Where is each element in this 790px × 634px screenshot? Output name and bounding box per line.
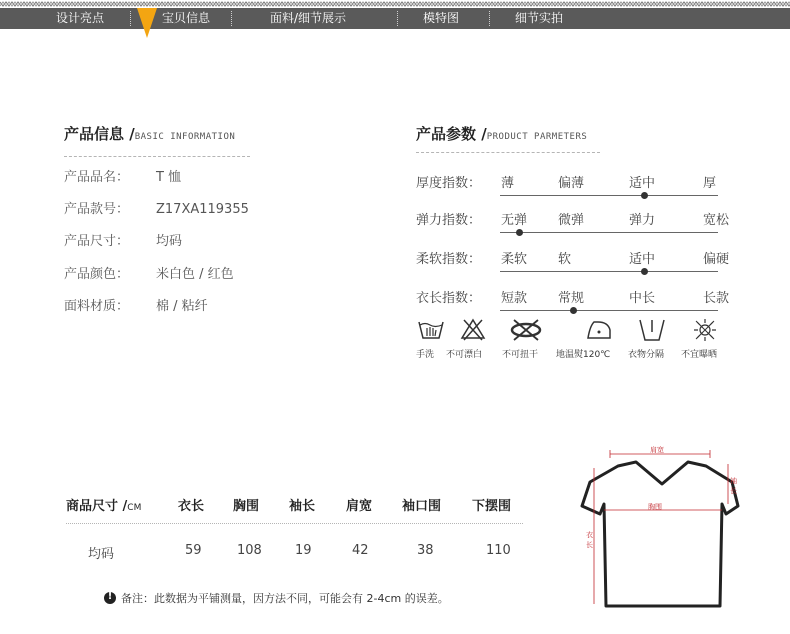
size-table-header: 袖口围 [402,499,442,514]
nav-separator [397,11,398,26]
param-option: 软 [558,252,572,267]
param-option: 微弹 [558,213,585,228]
low-temp-iron-icon [584,316,614,344]
size-table-cell: 108 [237,543,262,558]
info-value: 米白色 / 红色 [156,267,234,282]
size-table-cell: 19 [295,543,312,558]
size-table-cell: 均码 [88,547,115,562]
chest-label: 胸围 [648,503,662,511]
size-table-header: 下摆围 [472,499,512,514]
param-option: 厚 [703,176,717,191]
nav-item-design-highlights[interactable]: 设计亮点 [56,11,105,25]
divider [64,156,250,157]
care-label: 不可扭干 [502,350,539,360]
param-scale-line [500,310,718,311]
size-table-header-size [66,495,141,514]
product-info-title-text: 产品信息 / [64,125,135,143]
care-label: 衣物分隔 [628,350,665,360]
no-bleach-icon [458,316,488,344]
info-row [64,166,181,185]
info-label: 产品颜色： [64,267,130,282]
param-option: 弹力 [629,213,656,228]
shoulder-width-label: 肩宽 [650,446,664,454]
nav-bar [0,8,790,29]
info-value: T 恤 [156,170,182,185]
product-params-title [416,123,587,144]
size-table-divider [66,523,523,524]
length-label: 衣长 [586,531,593,549]
size-table-cell: 59 [185,543,202,558]
param-option: 常规 [558,291,585,306]
param-option: 偏薄 [558,176,585,191]
param-indicator-dot [641,268,648,275]
size-header-label: 商品尺寸 / [66,499,128,514]
tshirt-outline-icon [580,442,740,614]
info-row [64,230,182,249]
param-label: 弹力指数： [416,213,482,228]
param-indicator-dot [641,192,648,199]
no-sun-dry-icon [690,316,720,344]
info-label: 产品尺寸： [64,234,130,249]
param-label: 衣长指数： [416,291,482,306]
size-table-header: 衣长 [178,499,205,514]
measurement-note: 备注：此数据为平铺测量，因方法不同，可能会有 2-4cm 的误差。 [121,592,449,605]
param-scale-line [500,195,718,196]
wash-separately-icon [637,316,667,344]
size-table-cell: 38 [417,543,434,558]
top-pattern-border [0,0,790,8]
param-option: 适中 [629,176,656,191]
info-label: 产品款号： [64,202,130,217]
product-info-subtitle: BASIC INFORMATION [134,132,236,142]
care-label: 地温熨120℃ [556,350,611,360]
nav-item-model-photos[interactable]: 模特图 [423,11,460,25]
size-unit: CM [127,503,142,513]
param-option: 中长 [629,291,656,306]
info-row [64,198,249,217]
hand-wash-icon [416,316,446,344]
info-label: 产品品名： [64,170,130,185]
product-params-title-text: 产品参数 / [416,125,487,143]
sleeve-length-label: 袖长 [730,477,737,495]
care-label: 不可漂白 [446,350,483,360]
param-option: 适中 [629,252,656,267]
info-value: 均码 [156,234,183,249]
param-scale-line [500,232,718,233]
info-label: 面料材质： [64,299,130,314]
nav-item-product-info[interactable]: 宝贝信息 [162,11,211,25]
nav-separator [130,11,131,26]
size-table-header: 肩宽 [346,499,373,514]
info-value: Z17XA119355 [156,202,249,217]
param-option: 短款 [501,291,528,306]
tshirt-measurement-diagram [580,442,740,614]
size-table-cell: 42 [352,543,369,558]
size-table-cell: 110 [486,543,511,558]
info-value: 棉 / 粘纤 [156,299,208,314]
product-params-subtitle: PRODUCT PARMETERS [486,132,588,142]
param-indicator-dot [516,229,523,236]
size-table-header: 胸围 [233,499,260,514]
nav-item-detail-photos[interactable]: 细节实拍 [515,11,564,25]
nav-separator [489,11,490,26]
param-indicator-dot [570,307,577,314]
active-tab-marker [137,8,157,38]
nav-item-fabric-details[interactable]: 面料/细节展示 [270,11,347,25]
param-scale-line [500,271,718,272]
care-label: 不宜曝晒 [681,350,718,360]
divider [416,152,600,153]
info-row [64,295,208,314]
product-info-title [64,123,235,144]
nav-separator [231,11,232,26]
no-wring-icon [506,316,546,344]
param-option: 宽松 [703,213,730,228]
param-label: 厚度指数： [416,176,482,191]
param-option: 薄 [501,176,515,191]
care-label: 手洗 [416,350,435,360]
param-option: 无弹 [501,213,528,228]
size-table-header: 袖长 [289,499,316,514]
param-option: 长款 [703,291,730,306]
info-row [64,263,234,282]
warning-icon [104,592,116,604]
param-option: 偏硬 [703,252,730,267]
param-label: 柔软指数： [416,252,482,267]
param-option: 柔软 [501,252,528,267]
